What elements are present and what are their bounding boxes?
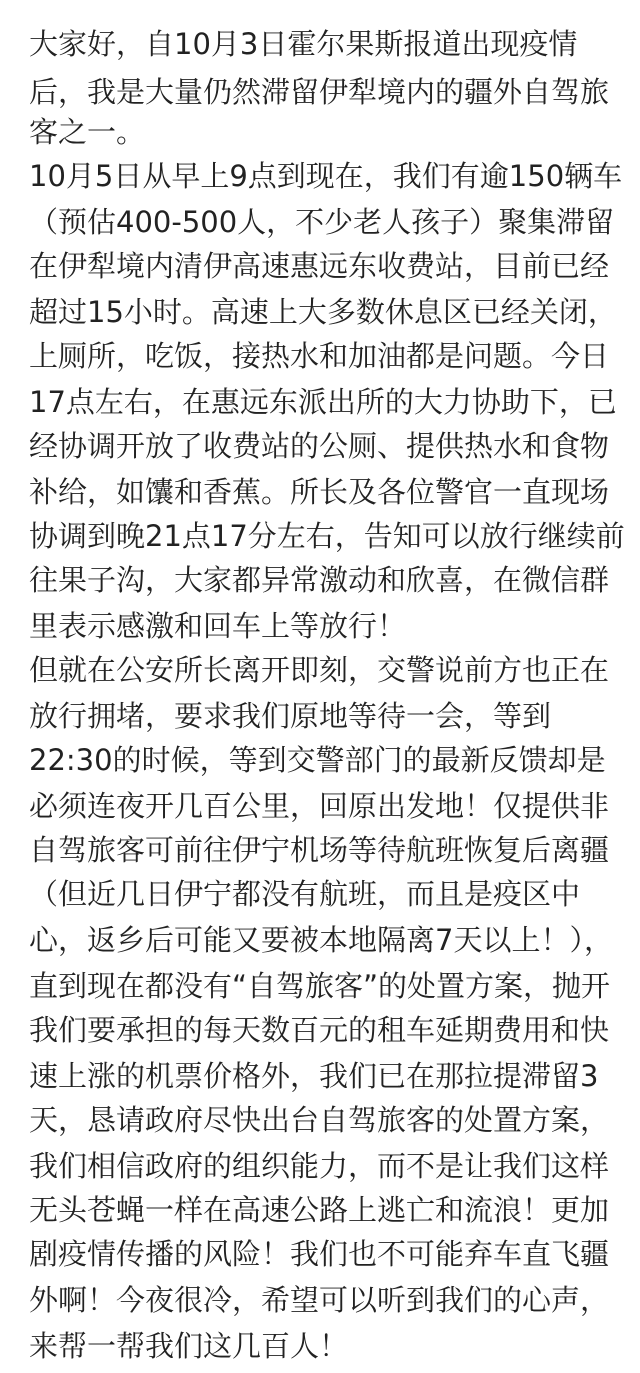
text-line: 剧疫情传播的风险！我们也不可能弃车直飞疆 — [29, 1237, 610, 1271]
text-line: 但就在公安所长离开即刻，交警说前方也正在 — [29, 653, 610, 687]
text-line: 超过15小时。高速上大多数休息区已经关闭， — [29, 295, 617, 329]
text-line: 协调到晚21点17分左右，告知可以放行继续前 — [29, 519, 625, 553]
text-line: （但近几日伊宁都没有航班，而且是疫区中 — [29, 877, 581, 911]
text-line: 10月5日从早上9点到现在，我们有逾150辆车 — [29, 159, 623, 193]
text-line: 里表示感激和回车上等放行！ — [29, 609, 407, 643]
text-line: 客之一。 — [29, 115, 146, 149]
text-line: 经协调开放了收费站的公厕、提供热水和食物 — [29, 429, 610, 463]
text-line: 我们相信政府的组织能力，而不是让我们这样 — [29, 1149, 610, 1183]
text-line: （预估400-500人，不少老人孩子）聚集滞留 — [29, 205, 615, 239]
text-line: 无头苍蝇一样在高速公路上逃亡和流浪！更加 — [29, 1193, 610, 1227]
text-line: 大家好，自10月3日霍尔果斯报道出现疫情 — [29, 27, 578, 61]
text-line: 直到现在都没有“自驾旅客”的处置方案，抛开 — [29, 969, 611, 1003]
text-line: 上厕所，吃饭，接热水和加油都是问题。今日 — [29, 339, 610, 373]
text-line: 在伊犁境内清伊高速惠远东收费站，目前已经 — [29, 249, 610, 283]
text-line: 来帮一帮我们这几百人！ — [29, 1329, 349, 1363]
text-line: 必须连夜开几百公里，回原出发地！仅提供非 — [29, 789, 610, 823]
text-line: 天，恳请政府尽快出台自驾旅客的处置方案， — [29, 1103, 610, 1137]
text-line: 心，返乡后可能又要被本地隔离7天以上！）， — [29, 923, 613, 957]
text-line: 放行拥堵，要求我们原地等待一会，等到 — [29, 699, 552, 733]
text-line: 外啊！今夜很冷，希望可以听到我们的心声， — [29, 1283, 610, 1317]
text-line: 后，我是大量仍然滞留伊犁境内的疆外自驾旅 — [29, 75, 610, 109]
text-line: 速上涨的机票价格外，我们已在那拉提滞留3 — [29, 1059, 599, 1093]
text-line: 往果子沟，大家都异常激动和欣喜，在微信群 — [29, 563, 610, 597]
text-line: 22:30的时候，等到交警部门的最新反馈却是 — [29, 743, 606, 777]
text-line: 补给，如馕和香蕉。所长及各位警官一直现场 — [29, 475, 610, 509]
text-line: 我们要承担的每天数百元的租车延期费用和快 — [29, 1013, 610, 1047]
text-line: 自驾旅客可前往伊宁机场等待航班恢复后离疆 — [29, 833, 610, 867]
text-line: 17点左右，在惠远东派出所的大力协助下，已 — [29, 385, 617, 419]
